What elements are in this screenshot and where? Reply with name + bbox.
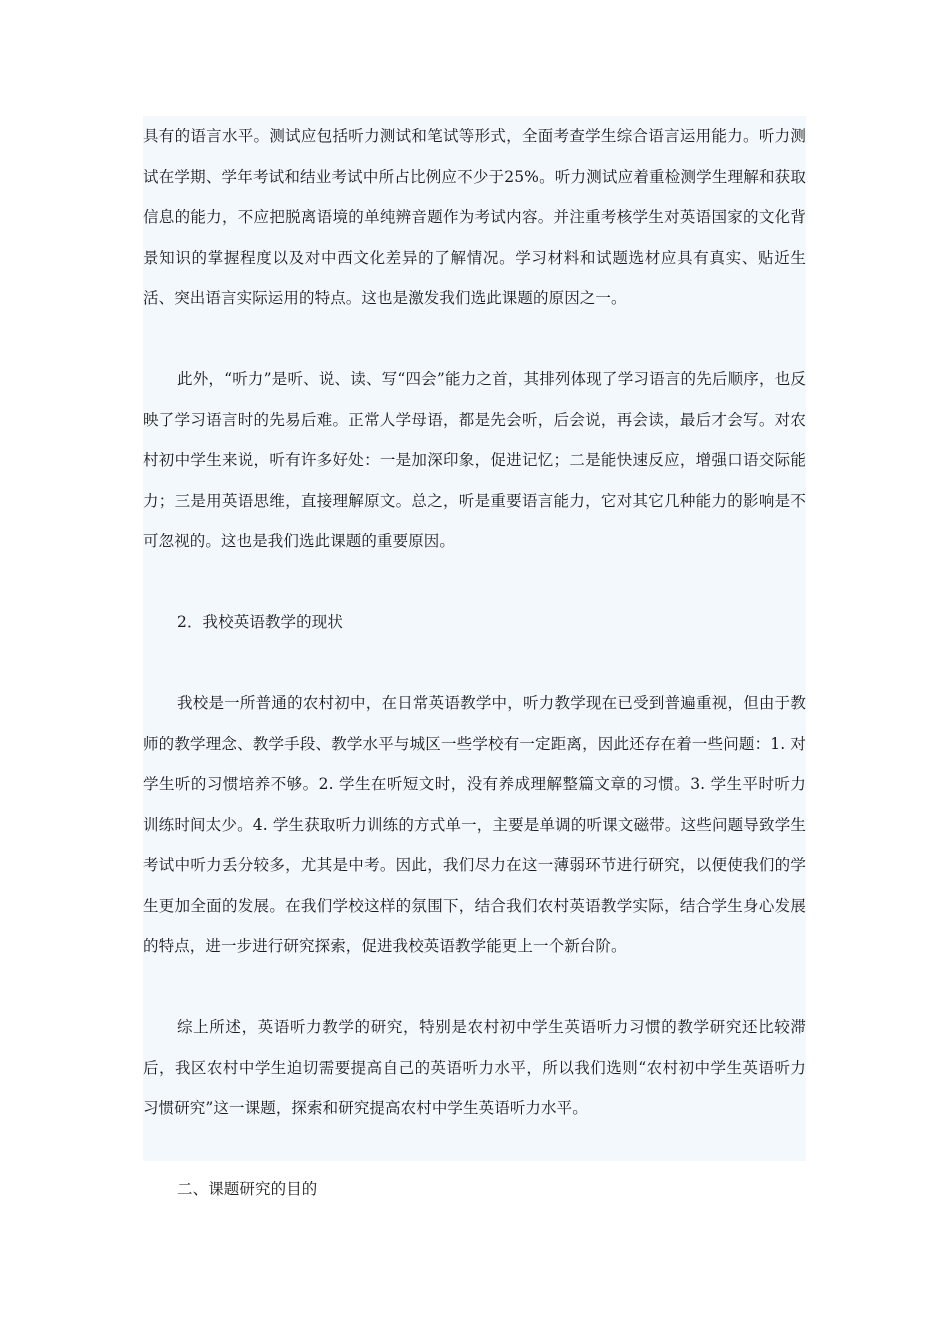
paragraph-spacer [143,319,806,360]
paragraph-spacer [143,643,806,684]
paragraph-spacer [143,967,806,1008]
document-text-block [143,116,806,1198]
paragraph-listening-importance: 此外，“听力”是听、说、读、写“四会”能力之首，其排列体现了学习语言的先后顺序，也反映了学习语言时的先易后难。正常人学母语，都是先会听，后会说，再会读，最后才会写。对农村初中学生来说，听有许多好处：一是加深印象，促进记忆；二是能快速反应，增强口语交际能力；三是用英语思维，直接理解原文。总之，听是重要语言能力，它对其它几种能力的影响是不可忽视的。这也是我们选此课题的重要原因。 [143,370,806,550]
paragraph-spacer [143,562,806,603]
section-heading-research-purpose: 二、课题研究的目的 [177,1180,318,1198]
paragraph-spacer [143,1129,806,1170]
section-heading-school-status: 2．我校英语教学的现状 [177,613,343,631]
paragraph-continuation: 具有的语言水平。测试应包括听力测试和笔试等形式，全面考查学生综合语言运用能力。听力测试在学期、学年考试和结业考试中所占比例应不少于25%。听力测试应着重检测学生理解和获取信息的能力，不应把脱离语境的单纯辨音题作为考试内容。并注重考核学生对英语国家的文化背景知识的掌握程度以及对中西文化差异的了解情况。学习材料和试题选材应具有真实、贴近生活、突出语言实际运用的特点。这也是激发我们选此课题的原因之一。 [143,127,806,307]
paragraph-school-status: 我校是一所普通的农村初中，在日常英语教学中，听力教学现在已受到普遍重视，但由于教师的教学理念、教学手段、教学水平与城区一些学校有一定距离，因此还存在着一些问题：1. 对学生听的习惯培养不够。2. 学生在听短文时，没有养成理解整篇文章的习惯。3. 学生平时听力训练时间太少。4. 学生获取听力训练的方式单一，主要是单调的听课文磁带。这些问题导致学生考试中听力丢分较多，尤其是中考。因此，我们尽力在这一薄弱环节进行研究，以便使我们的学生更加全面的发展。在我们学校这样的氛围下，结合我们农村英语教学实际，结合学生身心发展的特点，进一步进行研究探索，促进我校英语教学能更上一个新台阶。 [143,694,806,955]
paragraph-summary: 综上所述，英语听力教学的研究，特别是农村初中学生英语听力习惯的教学研究还比较滞后，我区农村中学生迫切需要提高自己的英语听力水平，所以我们选则“农村初中学生英语听力习惯研究”这一课题，探索和研究提高农村中学生英语听力水平。 [143,1018,806,1117]
